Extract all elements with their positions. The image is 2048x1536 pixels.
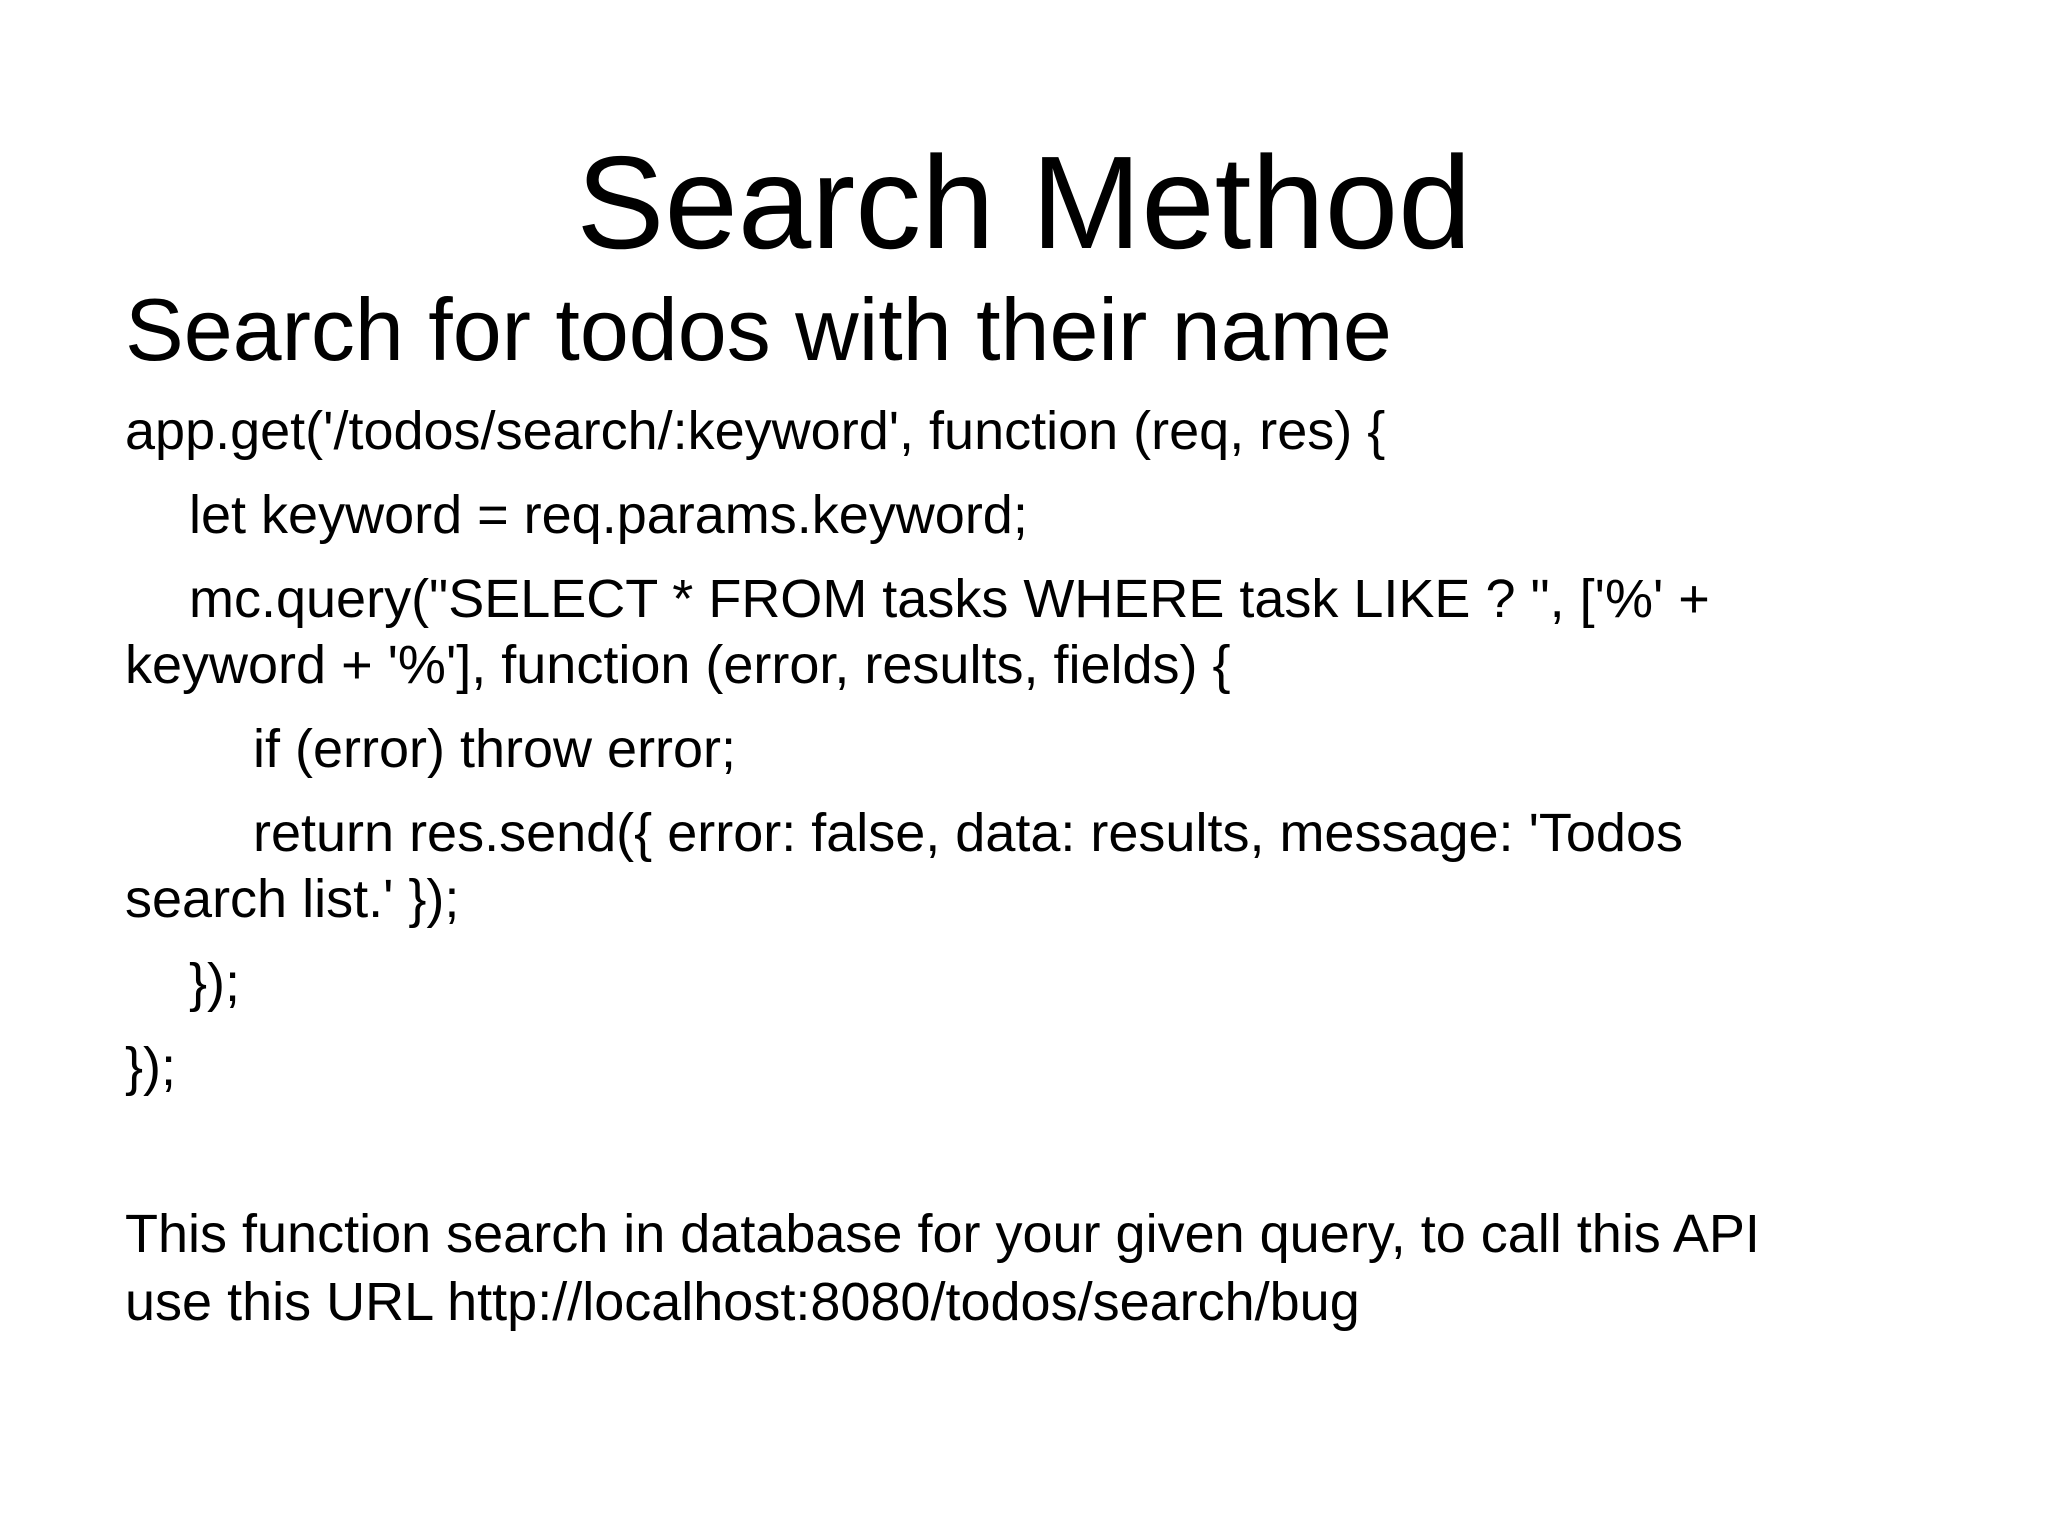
slide-subtitle: Search for todos with their name xyxy=(125,280,1392,379)
code-block xyxy=(125,398,1945,1118)
code-line: if (error) throw error; xyxy=(253,719,737,779)
code-line: }); xyxy=(189,953,241,1013)
description xyxy=(125,1200,1925,1336)
code-line-wrapped xyxy=(125,566,1945,698)
code-line-part: search list.' }); xyxy=(125,869,460,929)
description-line: This function search in database for your given query, to call this API xyxy=(125,1204,1760,1264)
code-line-part: return res.send({ error: false, data: results, message: 'Todos xyxy=(253,803,1683,863)
code-line-part: keyword + '%'], function (error, results, fields) { xyxy=(125,635,1231,695)
code-line: }); xyxy=(125,1037,177,1097)
code-line: app.get('/todos/search/:keyword', function (req, res) { xyxy=(125,401,1386,461)
slide-title: Search Method xyxy=(576,129,1472,276)
code-line: let keyword = req.params.keyword; xyxy=(189,485,1028,545)
description-line: use this URL http://localhost:8080/todos/search/bug xyxy=(125,1272,1360,1332)
code-line-part: mc.query("SELECT * FROM tasks WHERE task LIKE ? ", ['%' + xyxy=(189,569,1710,629)
code-line-wrapped xyxy=(125,800,1945,932)
